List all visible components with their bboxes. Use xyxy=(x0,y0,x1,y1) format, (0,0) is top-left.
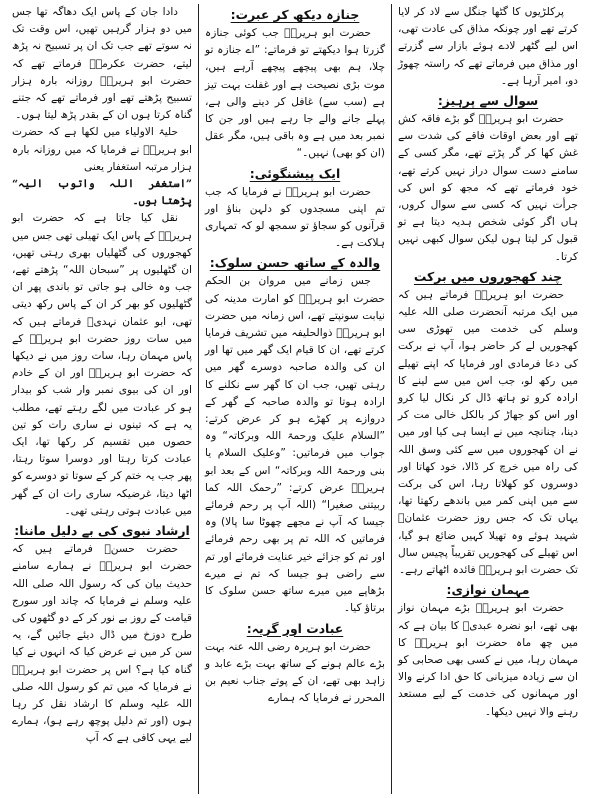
column-middle xyxy=(199,4,391,794)
column-left xyxy=(6,4,198,794)
paragraph: جس زمانے میں مروان بن الحکم حضرت ابو ہریرہؓ کو امارت مدینہ کی نیابت سونپتے تھے، اس زمانہ میں حضرت ابو ہریرہؓ ذوالحلیفہ میں تشریف فرمایا کرتے تھے، ان کا قیام ایک گھر میں تھا اور ان کی والدہ صاحبہ دوسرے گھر میں رہتی تھیں، جب ان کا گھر سے نکلنے کا ارادہ ہوتا تو والدہ صاحبہ کے گھر کے دروازے پر کھڑے ہو کر عرض کرتے: ”السلام علیک ورحمۃ اللہ وبرکاتہ“ وہ جواب میں فرماتیں: ”وعلیک السلام یا بنی ورحمۃ اللہ وبرکاتہ“ اس کے بعد ابو ہریرہؓ عرض کرتے: ”رحمک اللہ کما ربیتنی صغیرا“ (اللہ آپ پر رحم فرمائے جیسا کہ آپ نے مجھے چھوٹا سا پالا) وہ فرماتیں کہ اللہ تم پر بھی رحم فرمائے اور تم کو جزائے خیر عنایت فرمائے اور تم سے راضی ہو جیسا کہ تم نے میرے بڑھاپے میں میرے ساتھ حسن سلوک کا برتاؤ کیا۔ xyxy=(205,275,385,615)
paragraph: حضرت ابو ہریرہؓ بڑے مہمان نواز بھی تھے، ابو نضرہ عبدیؓ کا بیان ہے کہ میں چھ ماہ حضرت ابو ہریرہؓ کا مہمان رہا، میں نے کسی بھی صحابی کو ان سے زیادہ میزبانی کا حق ادا کرنے والا اور مہمانوں کی خدمت کے لیے مستعد رہنے والا نہیں دیکھا۔ xyxy=(398,602,578,718)
section-heading: مہمان نوازی: xyxy=(446,582,530,598)
paragraph: حضرت ابو ہریرہؓ جب کوئی جنازہ گزرتا ہوا دیکھتے تو فرماتے: ”اے جنازہ تو چلا، ہم بھی پیچھے پیچھے آرہے ہیں، موت بڑی نصیحت ہے اور غفلت بہت تیز ہے (سب سے) غافل کر دینے والی ہے، پہلے جانے والے جا رہے ہیں اور جن کا نمبر بعد میں ہے وہ باقی ہیں، مگر عقل (ان کو بھی) نہیں۔“ xyxy=(205,27,385,160)
paragraph: حضرت ابو ہریرہؓ فرماتے ہیں کہ میں ایک مرتبہ آنحضرت صلی اللہ علیہ وسلم کی خدمت میں تھوڑی سی کھجوریں لے کر حاضر ہوا، آپ نے برکت کی دعا فرمادی اور فرمایا کہ اپنے تھیلے میں رکھ لو، جب اس میں سے لینے کا ارادہ کرو تو ہاتھ ڈال کر نکال لیا کرو اور اس کو جھاڑ کر بالکل خالی مت کر دینا، چنانچہ میں نے ایسا ہی کیا اور میں نے ان کھجوروں میں سے کئی وسق اللہ کی راہ میں خرچ کر ڈالا، خود کھاتا اور دوسروں کو کھلاتا رہا، اس کی برکت سے میں اپنی کمر میں باندھے رکھتا تھا، یہاں تک کہ جس روز حضرت عثمانؓ شہید ہوئے وہ تھیلا کہیں ضائع ہو گیا، اس تھیلے کی کھجوریں تقریباً پچیس سال تک حضرت ابو ہریرہؓ فائدہ اٹھاتے رہے۔ xyxy=(398,288,578,577)
paragraph: حضرت ابو ہریرہ رضی اللہ عنہ بہت بڑے عالم ہونے کے ساتھ بہت بڑے عابد و زاہد بھی تھے، ان کے پوتے جناب نعیم بن المحرر نے فرمایا کہ ہمارے xyxy=(205,640,385,705)
paragraph: نقل کیا جاتا ہے کہ حضرت ابو ہریرہؓ کے پاس ایک تھیلی تھی جس میں کھجوروں کی گٹھلیاں بھری رہتی تھیں، ان گٹھلیوں پر ”سبحان اللہ“ پڑھتے تھے، جب وہ خالی ہو جاتی تو باندی پھر ان گٹھلیوں کو بھر کر ان کے پاس رکھ دیتی تھی، ابو عثمان نہدیؒ فرماتے ہیں کہ میں سات روز حضرت ابو ہریرہؓ کے پاس مہمان رہا، سات روز میں نے دیکھا کہ حضرت ابو ہریرہؓ اور ان کے خادم اور ان کی بیوی نمبر وار شب کو بیدار ہو کر عبادت میں لگے رہتے تھے، مطلب یہ ہے کہ تینوں نے ساری رات کو تین حصوں میں تقسیم کر رکھا تھا، ایک عبادت کرتا رہتا اور دوسرا سوتا رہتا، پھر جب یہ ختم کر کے سوتا تو دوسرے کو اٹھا دیتا، غرضیکہ ساری رات ان کے گھر میں عبادت ہوتی رہتی تھی۔ xyxy=(12,212,192,517)
section-heading: سوال سے پرہیز: xyxy=(437,93,539,109)
section-heading: عبادت اور گریہ: xyxy=(246,620,344,636)
paragraph: دادا جان کے پاس ایک دھاگہ تھا جس میں دو ہزار گرہیں تھیں، اس وقت تک نہ سوتے تھے جب تک ان پر تسبیح نہ پڑھ لیتے، حضرت عکرمہؓ فرماتے تھے کہ حضرت ابو ہریرہؓ روزانہ بارہ ہزار تسبیح پڑھتے تھے اور فرماتے تھے کہ جتنے گناہ کرتا ہوں ان کے بقدر پڑھ لیتا ہوں۔ xyxy=(12,6,192,122)
section-heading: ایک پیشنگوئی: xyxy=(249,165,341,181)
paragraph: حضرت ابو ہریرہؓ نے فرمایا کہ جب تم اپنی مسجدوں کو دلہن بناؤ اور قرآنوں کو سجاؤ تو سمجھ لو کہ تمہاری ہلاکت ہے۔ xyxy=(205,185,385,250)
paragraph: حضرت حسنؓ فرماتے ہیں کہ حضرت ابو ہریرہؓ نے ہمارے سامنے حدیث بیان کی کہ رسول اللہ صلی اللہ علیہ وسلم نے فرمایا کہ چاند اور سورج قیامت کے روز بے نور کر کے دو گٹھوں کی طرح دوزخ میں ڈال دیئے جائیں گے، یہ سن کر میں نے عرض کیا کہ انہوں نے کیا گناہ کیا ہے؟ اس پر حضرت ابو ہریرہؓ نے فرمایا کہ میں تم کو رسول اللہ صلی اللہ علیہ وسلم کا ارشاد نقل کر رہا ہوں (اور تم دلیل پوچھ رہے ہو)، ہمارے لیے یہی کافی ہے کہ آپ xyxy=(12,543,192,745)
arabic-quote: ”استغفر اللہ واتوب الیہ“ پڑھتا ہوں۔ xyxy=(12,178,192,208)
paragraph: پرکلڑیوں کا گٹھا جنگل سے لاد کر لایا کرتے تھے اور چونکہ مذاق کی عادت تھی، اس لیے گٹھر لادے ہوئے بازار سے گزرتے اور مذاق میں فرماتے تھے کہ راستہ چھوڑ دو، امیر آرہا ہے۔ xyxy=(398,6,578,87)
column-right xyxy=(392,4,584,794)
section-heading: ارشاد نبوی کی بے دلیل ماننا: xyxy=(14,523,190,539)
section-heading: جنازہ دیکھ کر عبرت: xyxy=(230,7,360,22)
paragraph: حلیۃ الاولیاء میں لکھا ہے کہ حضرت ابو ہریرہؓ نے فرمایا کہ میں روزانہ بارہ ہزار مرتبہ استغفار یعنی xyxy=(12,126,192,173)
section-heading: والدہ کے ساتھ حسن سلوک: xyxy=(209,255,381,271)
section-heading: چند کھجوروں میں برکت xyxy=(413,268,563,284)
paragraph: حضرت ابو ہریرہؓ گو بڑے فاقہ کش تھے اور بعض اوقات فاقے کی شدت سے غش کھا کر گر پڑتے تھے، مگر کسی کے سامنے دست سوال دراز نہیں کرتے تھے، خود فرماتے تھے کہ مجھ کو اس کی جرأت نہیں کہ کسی سے سوال کروں، ہاں اگر کوئی شخص ہدیہ دیتا ہے تو قبول کر لیتا ہوں لیکن سوال کبھی نہیں کرتا۔ xyxy=(398,113,578,263)
